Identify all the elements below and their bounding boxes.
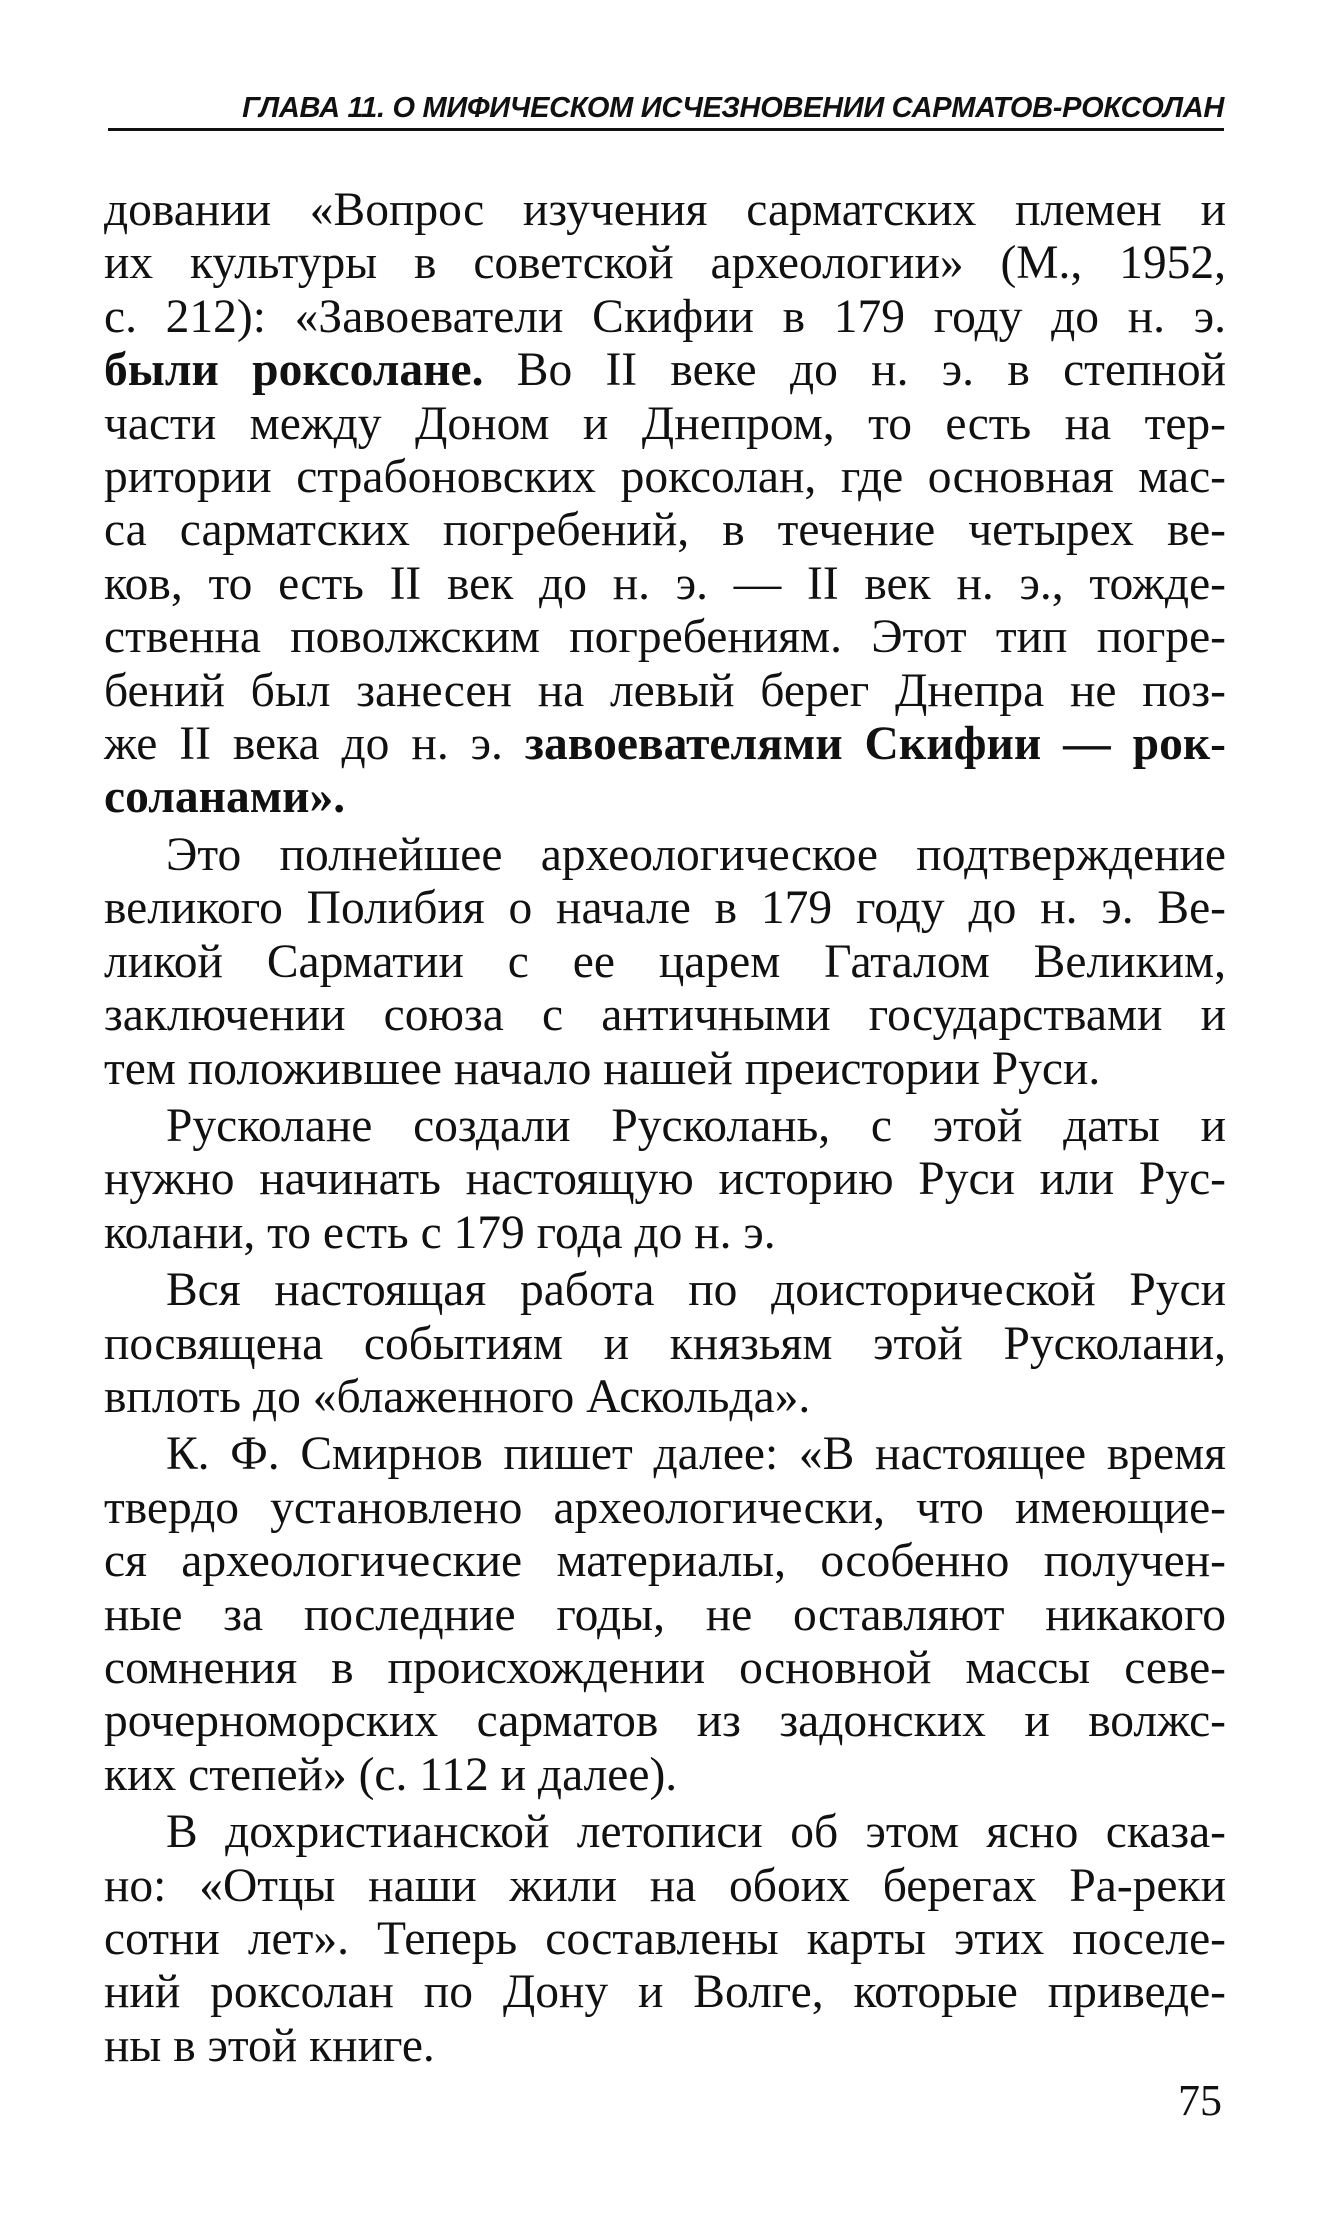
running-title: ГЛАВА 11. О МИФИЧЕСКОМ ИСЧЕЗНОВЕНИИ САРМАТОВ-РОКСОЛАН: [242, 92, 1224, 124]
text-run: ственна поволжским погребениям. Этот тип погре-: [104, 611, 1226, 664]
text-run: рочерноморских сарматов из задонских и волжс-: [104, 1695, 1226, 1748]
text-line: [104, 1966, 1226, 2019]
text-run: сотни лет». Теперь составлены карты этих поселе-: [104, 1913, 1226, 1965]
text-line: [104, 184, 1226, 237]
text-line: [104, 1695, 1226, 1748]
text-run: ные за последние годы, не оставляют никакого: [104, 1588, 1226, 1641]
paragraph: [104, 1806, 1226, 2073]
page-body: [104, 184, 1226, 2073]
text-line: [104, 989, 1226, 1042]
bold-text: были роксолане.: [104, 344, 484, 397]
text-run: В дохристианской летописи об этом ясно сказа-: [166, 1806, 1226, 1859]
text-line: [104, 1207, 1226, 1260]
text-line: [104, 1589, 1226, 1642]
text-run: ритории страбоновских роксолан, где основная мас-: [104, 451, 1226, 504]
text-line: [104, 1482, 1226, 1535]
text-line: [104, 665, 1226, 718]
text-line: [104, 237, 1226, 290]
text-line: [104, 771, 1226, 824]
text-line: [104, 718, 1226, 771]
running-header: [108, 90, 1224, 131]
text-line: [104, 882, 1226, 935]
text-run: сомнения в происхождении основной массы севе-: [104, 1641, 1226, 1694]
text-line: [104, 1749, 1226, 1802]
text-run: заключении союза с античными государствами и: [104, 989, 1226, 1042]
text-line: [104, 1264, 1226, 1317]
text-run: ликой Сарматии с ее царем Гаталом Великим,: [104, 935, 1226, 988]
text-line: [104, 1860, 1226, 1913]
text-run: Это полнейшее археологическое подтверждение: [166, 828, 1226, 881]
text-run: Вся настоящая работа по доисторической Руси: [166, 1264, 1226, 1317]
bold-text: соланами».: [104, 771, 346, 824]
text-run: ний роксолан по Дону и Волге, которые приведе-: [104, 1966, 1226, 2019]
text-line: [104, 291, 1226, 344]
bold-text: завоевателями Скифии — рок-: [524, 718, 1226, 771]
text-run: же II века до н. э.: [104, 718, 525, 771]
text-run: твердо установлено археологически, что имеющие-: [104, 1481, 1226, 1534]
text-line: [104, 504, 1226, 557]
text-run: колани, то есть с 179 года до н. э.: [104, 1206, 776, 1259]
text-line: [104, 829, 1226, 882]
text-line: [104, 1535, 1226, 1588]
text-run: ких степей» (с. 112 и далее).: [104, 1748, 678, 1801]
text-run: части между Доном и Днепром, то есть на тер-: [104, 397, 1226, 450]
text-line: [104, 1642, 1226, 1695]
text-line: [104, 398, 1226, 451]
text-line: [104, 936, 1226, 989]
text-line: [104, 1100, 1226, 1153]
text-line: [104, 451, 1226, 504]
text-line: [104, 1371, 1226, 1424]
paragraph: [104, 1264, 1226, 1424]
text-run: довании «Вопрос изучения сарматских племен и: [104, 184, 1226, 236]
text-line: [104, 1043, 1226, 1096]
text-run: бений был занесен на левый берег Днепра не поз-: [104, 664, 1226, 717]
text-run: Русколане создали Русколань, с этой даты и: [166, 1099, 1226, 1152]
text-run: ся археологические материалы, особенно получен-: [104, 1535, 1226, 1588]
text-line: [104, 1428, 1226, 1481]
text-run: посвящена событиям и князьям этой Русколани,: [104, 1317, 1226, 1370]
paragraph: [104, 829, 1226, 1096]
text-run: великого Полибия о начале в 179 году до н. э. Ве-: [104, 882, 1226, 935]
paragraph: [104, 1100, 1226, 1260]
text-line: [104, 344, 1226, 397]
text-run: са сарматских погребений, в течение четырех ве-: [104, 504, 1226, 557]
text-run: вплоть до «блаженного Аскольда».: [104, 1370, 811, 1423]
text-line: [104, 2020, 1226, 2073]
page-number: 75: [1178, 2076, 1222, 2125]
paragraph: [104, 184, 1226, 825]
text-run: их культуры в советской археологии» (М., 1952,: [104, 237, 1226, 290]
paragraph: [104, 1428, 1226, 1802]
text-run: К. Ф. Смирнов пишет далее: «В настоящее время: [166, 1428, 1226, 1481]
text-line: [104, 1913, 1226, 1966]
text-line: [104, 558, 1226, 611]
text-run: ны в этой книге.: [104, 2019, 435, 2072]
text-run: тем положившее начало нашей преистории Руси.: [104, 1042, 1101, 1095]
text-run: Во II веке до н. э. в степной: [483, 344, 1226, 397]
text-run: с. 212): «Завоеватели Скифии в 179 году до н. э.: [104, 290, 1226, 343]
text-run: ков, то есть II век до н. э. — II век н. э., тожде-: [104, 557, 1226, 610]
text-run: но: «Отцы наши жили на обоих берегах Ра-реки: [104, 1859, 1226, 1912]
text-line: [104, 611, 1226, 664]
text-line: [104, 1153, 1226, 1206]
text-line: [104, 1806, 1226, 1859]
text-run: нужно начинать настоящую историю Руси или Рус-: [104, 1153, 1226, 1206]
text-line: [104, 1318, 1226, 1371]
